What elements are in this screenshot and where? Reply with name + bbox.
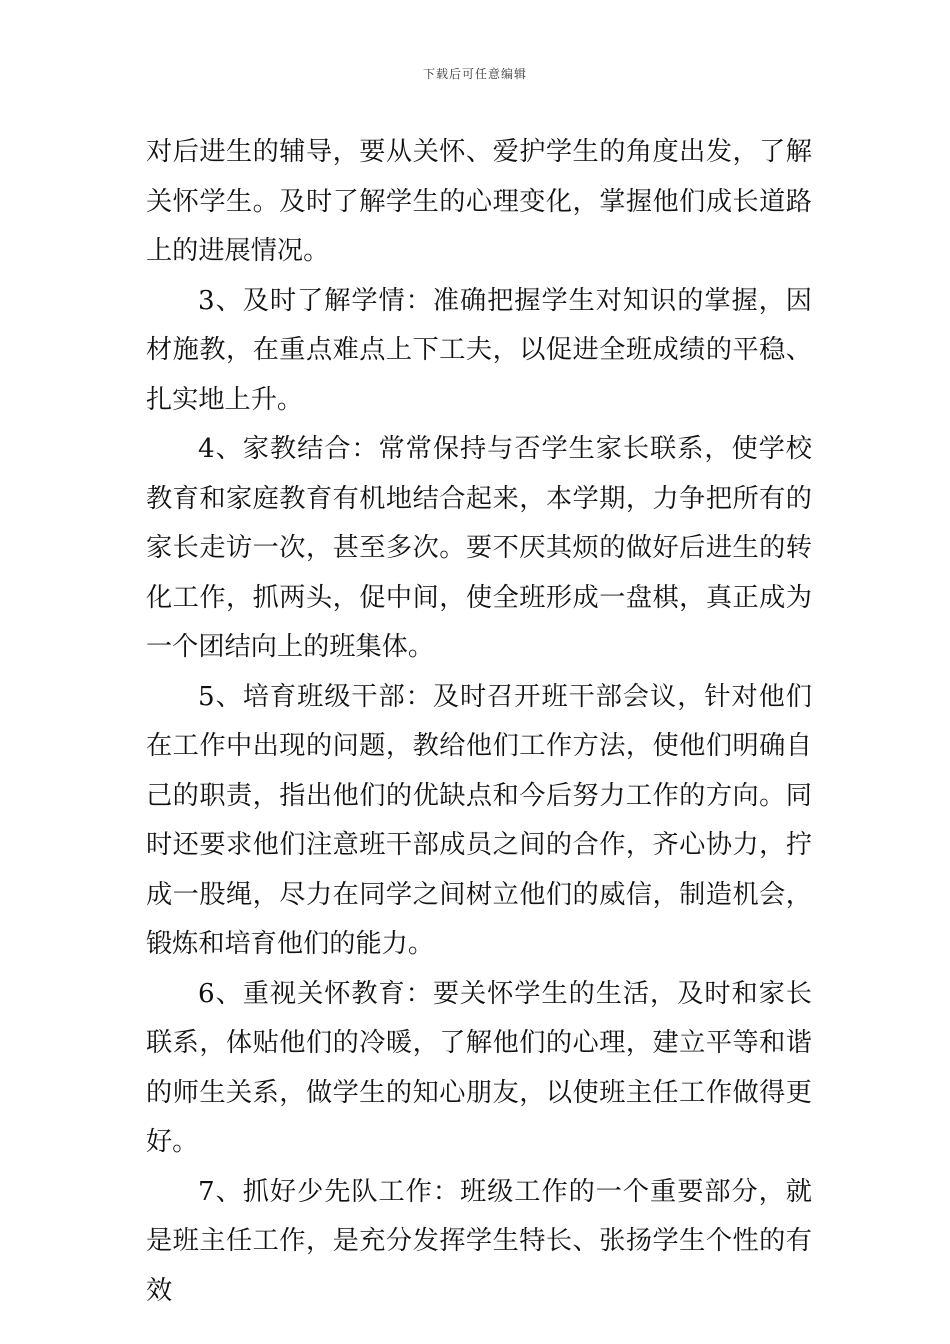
paragraph-item-7: 7、抓好少先队工作：班级工作的一个重要部分，就是班主任工作，是充分发挥学生特长、张扬学生个性的有效 <box>146 1176 812 1306</box>
paragraph-continuation: 对后进生的辅导，要从关怀、爱护学生的角度出发，了解关怀学生。及时了解学生的心理变化，掌握他们成长道路上的进展情况。 <box>146 137 812 266</box>
paragraph-item-3: 3、及时了解学情：准确把握学生对知识的掌握，因材施教，在重点难点上下工夫，以促进全班成绩的平稳、扎实地上升。 <box>146 285 812 415</box>
paragraph-item-4: 4、家教结合：常常保持与否学生家长联系，使学校教育和家庭教育有机地结合起来，本学期，力争把所有的家长走访一次，甚至多次。要不厌其烦的做好后进生的转化工作，抓两头，促中间，使全班形成一盘棋，真正成为一个团结向上的班集体。 <box>146 434 812 662</box>
document-body <box>146 128 812 1316</box>
paragraph-item-6: 6、重视关怀教育：要关怀学生的生活，及时和家长联系，体贴他们的冷暖，了解他们的心理，建立平等和谐的师生关系，做学生的知心朋友，以使班主任工作做得更好。 <box>146 978 812 1157</box>
paragraph-item-5: 5、培育班级干部：及时召开班干部会议，针对他们在工作中出现的问题，教给他们工作方法，使他们明确自己的职责，指出他们的优缺点和今后努力工作的方向。同时还要求他们注意班干部成员之间的合作，齐心协力，拧成一股绳，尽力在同学之间树立他们的威信，制造机会，锻炼和培育他们的能力。 <box>146 681 812 959</box>
page-header: 下载后可任意编辑 <box>422 67 527 81</box>
